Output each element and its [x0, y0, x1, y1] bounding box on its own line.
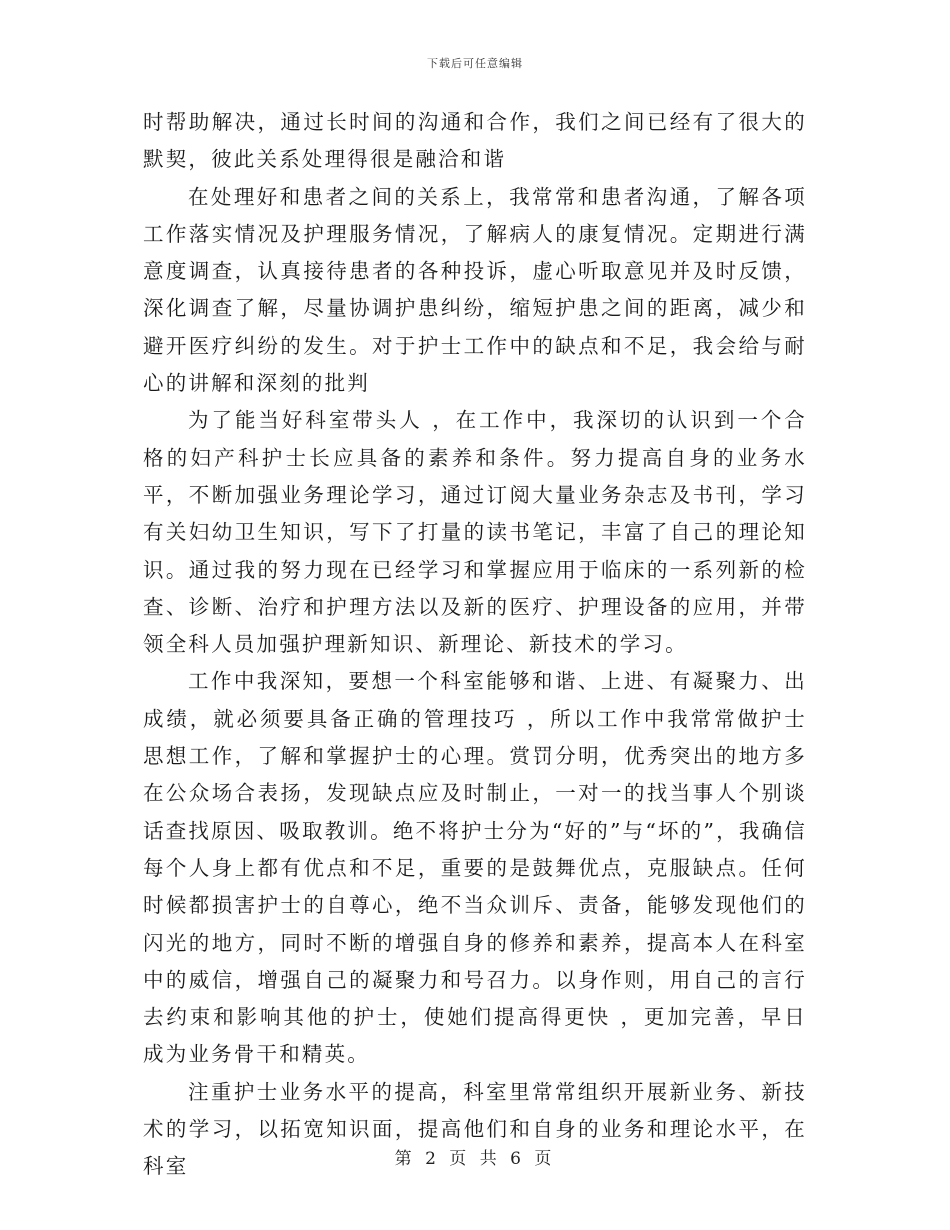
document-body [143, 104, 807, 1186]
paragraph: 注重护士业务水平的提高，科室里常常组织开展新业务、新技术的学习，以拓宽知识面，提高他们和自身的业务和理论水平，在科室 [143, 1079, 807, 1179]
page-header: 下载后可任意编辑 [427, 57, 523, 70]
paragraph: 时帮助解决，通过长时间的沟通和合作，我们之间已经有了很大的默契，彼此关系处理得很是融洽和谐 [143, 110, 807, 172]
paragraph: 在处理好和患者之间的关系上，我常常和患者沟通，了解各项工作落实情况及护理服务情况，了解病人的康复情况。定期进行满意度调查，认真接待患者的各种投诉，虚心听取意见并及时反馈，深化调查了解，尽量协调护患纠纷，缩短护患之间的距离，减少和避开医疗纠纷的发生。对于护士工作中的缺点和不足，我会给与耐心的讲解和深刻的批判 [143, 184, 807, 396]
paragraph: 工作中我深知，要想一个科室能够和谐、上进、有凝聚力、出成绩，就必须要具备正确的管理技巧 ，所以工作中我常常做护士思想工作，了解和掌握护士的心理。赏罚分明，优秀突出的地方多在公众场合表扬，发现缺点应及时制止，一对一的找当事人个别谈话查找原因、吸取教训。绝不将护士分为“好的”与“坏的”，我确信每个人身上都有优点和不足，重要的是鼓舞优点，克服缺点。任何时候都损害护士的自尊心，绝不当众训斥、责备，能够发现他们的闪光的地方，同时不断的增强自身的修养和素养，提高本人在科室中的威信，增强自己的凝聚力和号召力。以身作则，用自己的言行去约束和影响其他的护士，使她们提高得更快 ，更加完善，早日成为业务骨干和精英。 [143, 669, 807, 1067]
page-number: 第 2 页 共 6 页 [394, 1149, 556, 1169]
paragraph: 为了能当好科室带头人 ，在工作中，我深切的认识到一个合格的妇产科护士长应具备的素养和条件。努力提高自身的业务水平，不断加强业务理论学习，通过订阅大量业务杂志及书刊，学习有关妇幼卫生知识，写下了打量的读书笔记，丰富了自己的理论知识。通过我的努力现在已经学习和掌握应用于临床的一系列新的检查、诊断、治疗和护理方法以及新的医疗、护理设备的应用，并带领全科人员加强护理新知识、新理论、新技术的学习。 [143, 408, 807, 657]
